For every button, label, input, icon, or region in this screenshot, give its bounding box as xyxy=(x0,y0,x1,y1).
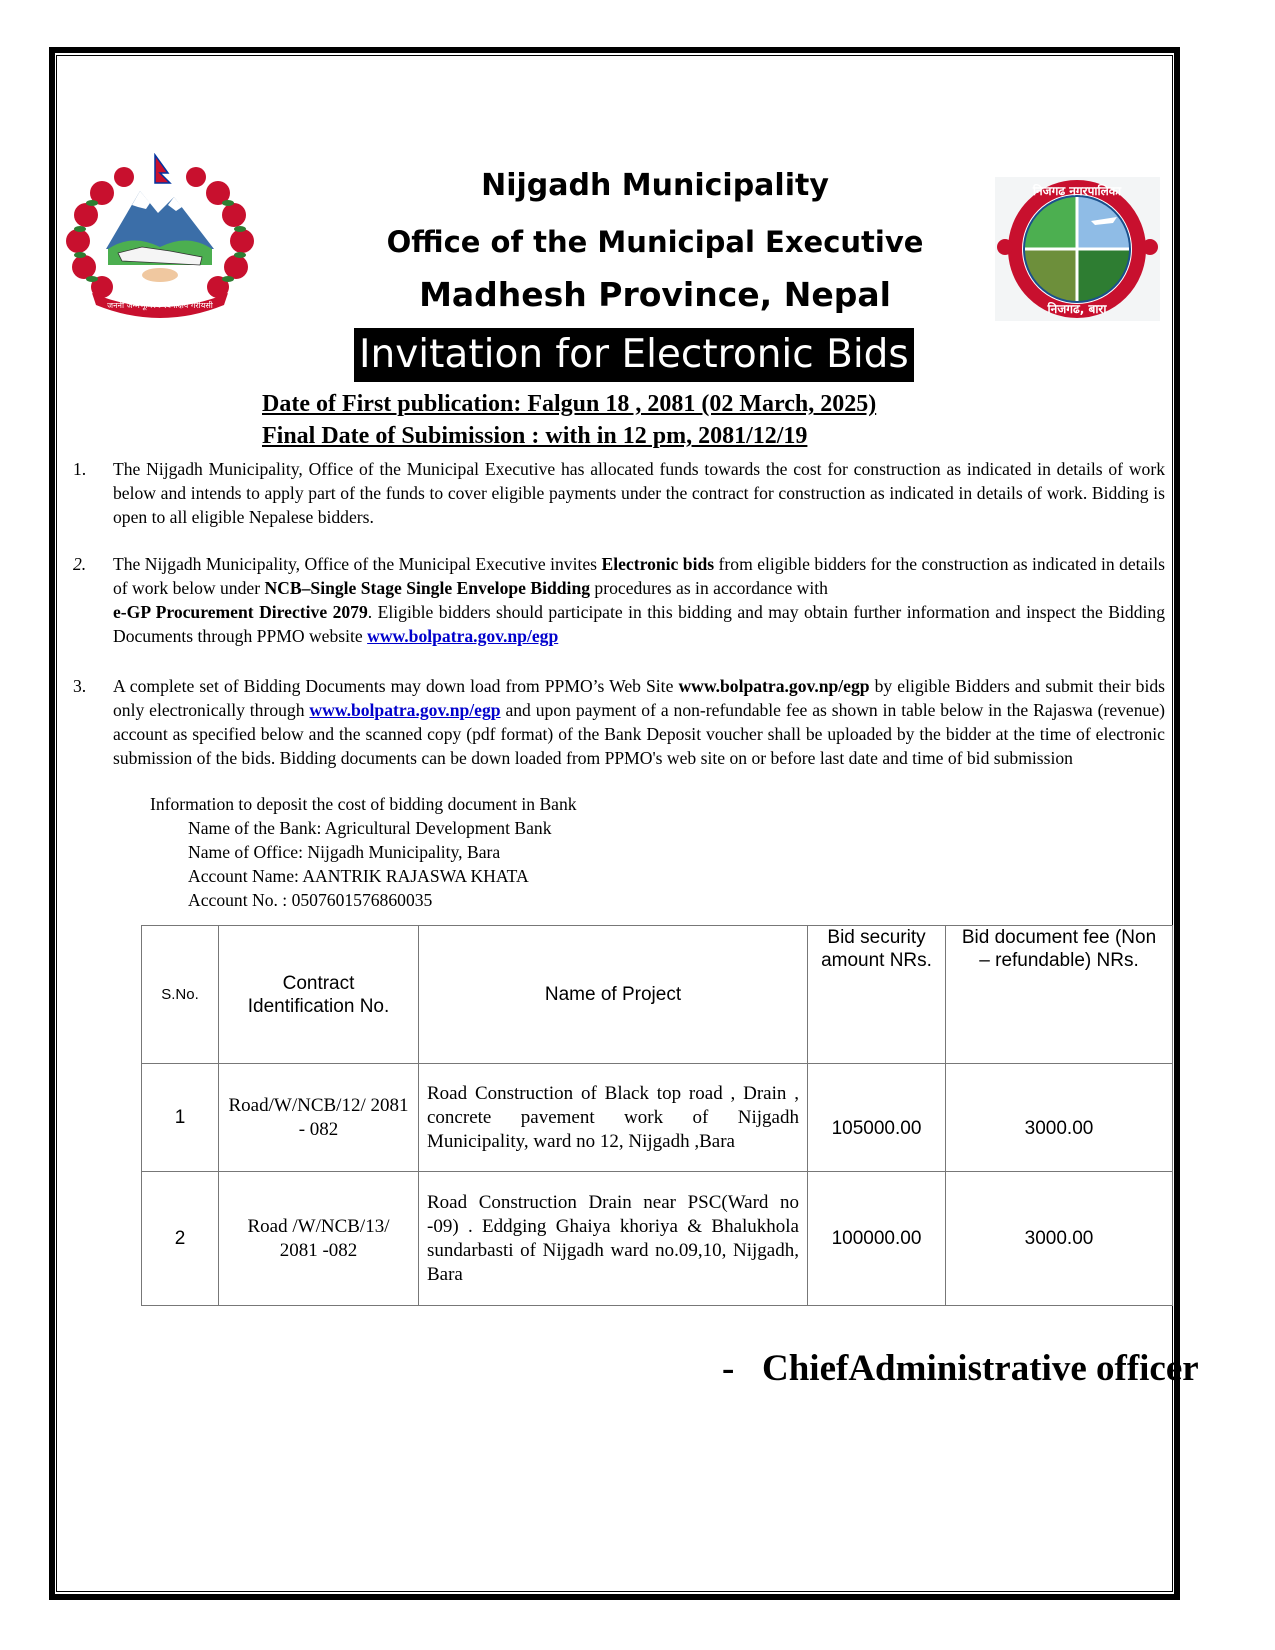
bid-details-table xyxy=(141,925,1173,1306)
nepal-emblem-logo xyxy=(62,153,258,323)
paragraph-2 xyxy=(73,552,1173,648)
text-run: A complete set of Bidding Documents may down load from PPMO’s Web Site xyxy=(113,676,679,696)
text-bold-directive: e-GP Procurement Directive 2079 xyxy=(113,602,368,622)
paragraph-text: The Nijgadh Municipality, Office of the Municipal Executive has allocated funds towards the cost for construction as indicated in details of work below and intends to apply part of the funds to cover eligible payments under the contract for construction as indicated in details of work. Bidding is open to all eligible Nepalese bidders. xyxy=(113,459,1165,527)
paragraph-3 xyxy=(73,674,1173,770)
signature-dash: - xyxy=(722,1348,735,1389)
bank-name: Name of the Bank: Agricultural Development Bank xyxy=(188,818,552,838)
text-run: . Eligible bidders should participate in this bidding and may obtain further information and inspect the Bidding Documents through PPMO website xyxy=(113,602,1166,646)
bank-office-name: Name of Office: Nijgadh Municipality, Bara xyxy=(188,842,501,862)
header-bid-security: Bid security amount NRs. xyxy=(808,926,946,1064)
text-run: and upon payment of a non-refundable fee as shown in table below in the Rajaswa (revenue) account as specified below and the scanned copy (pdf format) of the Bank Deposit voucher shall be uploaded by the bidder at the time of electronic submission of the bids. Bidding documents can be down loaded from PPMO's web site on or before last date and time of bid submission xyxy=(113,700,1165,768)
table-header-row xyxy=(142,926,1173,1064)
cell-sno: 1 xyxy=(142,1064,219,1172)
bolpatra-link[interactable]: www.bolpatra.gov.np/egp xyxy=(367,626,559,646)
cell-bid-security: 105000.00 xyxy=(808,1064,946,1172)
municipality-name: Nijgadh Municipality xyxy=(481,168,829,203)
paragraph-text xyxy=(113,552,1165,648)
cell-sno: 2 xyxy=(142,1172,219,1306)
logo-top-text: निजगढ नगरपालिका xyxy=(1032,184,1122,198)
emblem-motto: जननी जन्मभूमिश्च स्वर्गादपि गरीयसी xyxy=(107,301,213,310)
paragraph-number: 3. xyxy=(73,676,87,696)
text-run: The Nijgadh Municipality, Office of the Municipal Executive invites xyxy=(113,554,602,574)
header-sno: S.No. xyxy=(142,926,219,1064)
text-run: from eligible bidders for the construction as indicated in details of work below under xyxy=(113,554,1165,598)
paragraph-1 xyxy=(73,457,1173,529)
cell-bid-fee: 3000.00 xyxy=(946,1172,1173,1306)
cell-contract-id: Road /W/NCB/13/ 2081 -082 xyxy=(219,1172,419,1306)
paragraph-number: 2. xyxy=(73,554,87,574)
paragraph-text xyxy=(113,674,1165,770)
office-name: Office of the Municipal Executive xyxy=(386,225,924,259)
cell-project-name: Road Construction of Black top road , Drain , concrete pavement work of Nijgadh Municipality, ward no 12, Nijgadh ,Bara xyxy=(419,1064,808,1172)
text-bold-electronic-bids: Electronic bids xyxy=(601,554,715,574)
cell-bid-fee: 3000.00 xyxy=(946,1064,1173,1172)
text-bold-website: www.bolpatra.gov.np/egp xyxy=(678,676,870,696)
account-number: Account No. : 0507601576860035 xyxy=(188,890,433,910)
signature-line xyxy=(722,1347,1199,1390)
logo-bottom-text: निजगढ, बारा xyxy=(1047,302,1107,316)
header-contract-id: Contract Identification No. xyxy=(219,926,419,1064)
bolpatra-link[interactable]: www.bolpatra.gov.np/egp xyxy=(309,700,501,720)
account-name: Account Name: AANTRIK RAJASWA KHATA xyxy=(188,866,529,886)
province-name: Madhesh Province, Nepal xyxy=(419,275,891,314)
cell-bid-security: 100000.00 xyxy=(808,1172,946,1306)
final-submission-date: Final Date of Subimission : with in 12 pm, 2081/12/19 xyxy=(262,423,808,449)
cell-project-name: Road Construction Drain near PSC(Ward no -09) . Eddging Ghaiya khoriya & Bhalukhola sundarbasti of Nijgadh ward no.09,10, Nijgadh, Bara xyxy=(419,1172,808,1306)
first-publication-date: Date of First publication: Falgun 18 , 2081 (02 March, 2025) xyxy=(262,391,877,417)
signature-title: ChiefAdministrative officer xyxy=(762,1348,1199,1389)
text-run: procedures as in accordance with xyxy=(590,578,828,598)
table-row xyxy=(142,1064,1173,1172)
invitation-banner: Invitation for Electronic Bids xyxy=(354,328,914,382)
table-row xyxy=(142,1172,1173,1306)
header-bid-fee: Bid document fee (Non – refundable) NRs. xyxy=(946,926,1173,1064)
paragraph-number: 1. xyxy=(73,459,87,479)
header-project-name: Name of Project xyxy=(419,926,808,1064)
text-run: by eligible Bidders and submit their bids only electronically through xyxy=(113,676,1165,720)
text-bold-ncb: NCB–Single Stage Single Envelope Bidding xyxy=(264,578,591,598)
cell-contract-id: Road/W/NCB/12/ 2081 - 082 xyxy=(219,1064,419,1172)
bank-info-heading: Information to deposit the cost of bidding document in Bank xyxy=(150,794,577,814)
